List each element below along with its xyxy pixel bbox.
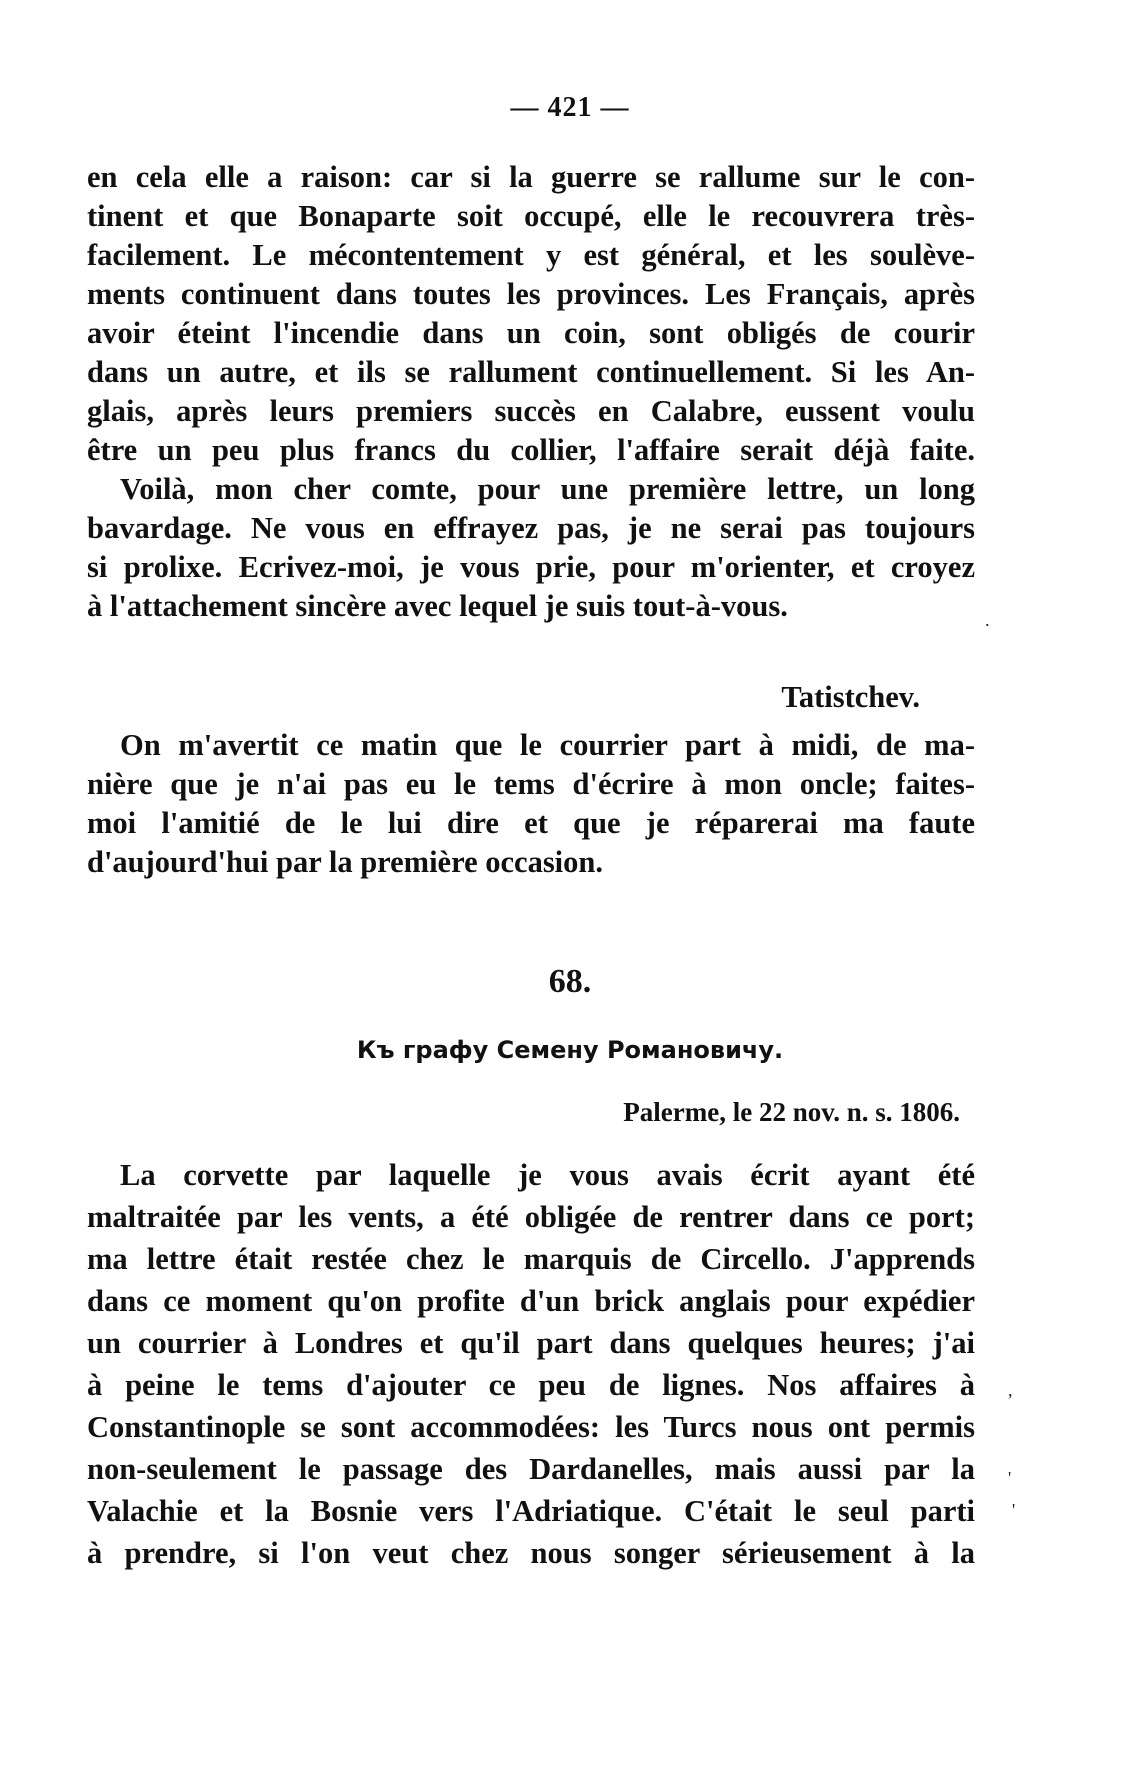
text-line: tinent et que Bonaparte soit occupé, elle le recouvrera très- [87, 199, 975, 233]
text-line: ma lettre était restée chez le marquis de Circello. J'apprends [87, 1242, 975, 1276]
text-line: On m'avertit ce matin que le courrier part à midi, de ma- [120, 728, 975, 762]
letter-address: Къ графу Семену Романовичу. [356, 1036, 784, 1064]
text-line: dans un autre, et ils se rallument continuellement. Si les An- [87, 355, 975, 389]
text-line: La corvette par laquelle je vous avais écrit ayant été [120, 1158, 975, 1192]
text-line: être un peu plus francs du collier, l'affaire serait déjà faite. [87, 433, 975, 467]
scan-speck: ' [1008, 1468, 1012, 1488]
text-line: si prolixe. Ecrivez-moi, je vous prie, pour m'orienter, et croyez [87, 550, 975, 584]
text-line: non-seulement le passage des Dardanelles, mais aussi par la [87, 1452, 975, 1486]
text-line: dans ce moment qu'on profite d'un brick anglais pour expédier [87, 1284, 975, 1318]
text-line: Constantinople se sont accommodées: les Turcs nous ont permis [87, 1410, 975, 1444]
text-line: moi l'amitié de le lui dire et que je réparerai ma faute [87, 806, 975, 840]
text-line: glais, après leurs premiers succès en Calabre, eussent voulu [87, 394, 975, 428]
text-line: ments continuent dans toutes les provinces. Les Français, après [87, 277, 975, 311]
text-line: d'aujourd'hui par la première occasion. [87, 845, 603, 879]
text-line: maltraitée par les vents, a été obligée de rentrer dans ce port; [87, 1200, 975, 1234]
text-line: Voilà, mon cher comte, pour une première lettre, un long [120, 472, 975, 506]
text-line: facilement. Le mécontentement y est général, et les soulève- [87, 238, 975, 272]
text-line: nière que je n'ai pas eu le tems d'écrire à mon oncle; faites- [87, 767, 975, 801]
text-line: bavardage. Ne vous en effrayez pas, je ne serai pas toujours [87, 511, 975, 545]
signature: Tatistchev. [781, 680, 920, 714]
text-line: à l'attachement sincère avec lequel je suis tout-à-vous. [87, 589, 788, 623]
text-line: en cela elle a raison: car si la guerre se rallume sur le con- [87, 160, 975, 194]
scan-speck: ' [1012, 1500, 1016, 1520]
text-line: à prendre, si l'on veut chez nous songer sérieusement à la [87, 1536, 975, 1570]
text-line: avoir éteint l'incendie dans un coin, sont obligés de courir [87, 316, 975, 350]
text-line: Valachie et la Bosnie vers l'Adriatique. C'était le seul parti [87, 1494, 975, 1528]
letter-dateline: Palerme, le 22 nov. n. s. 1806. [623, 1097, 960, 1127]
page-number: — 421 — [510, 92, 630, 123]
scan-speck: , [1008, 1380, 1013, 1400]
text-line: à peine le tems d'ajouter ce peu de lignes. Nos affaires à [87, 1368, 975, 1402]
letter-number: 68. [548, 963, 592, 1000]
text-line: un courrier à Londres et qu'il part dans quelques heures; j'ai [87, 1326, 975, 1360]
scan-speck: . [985, 610, 990, 630]
